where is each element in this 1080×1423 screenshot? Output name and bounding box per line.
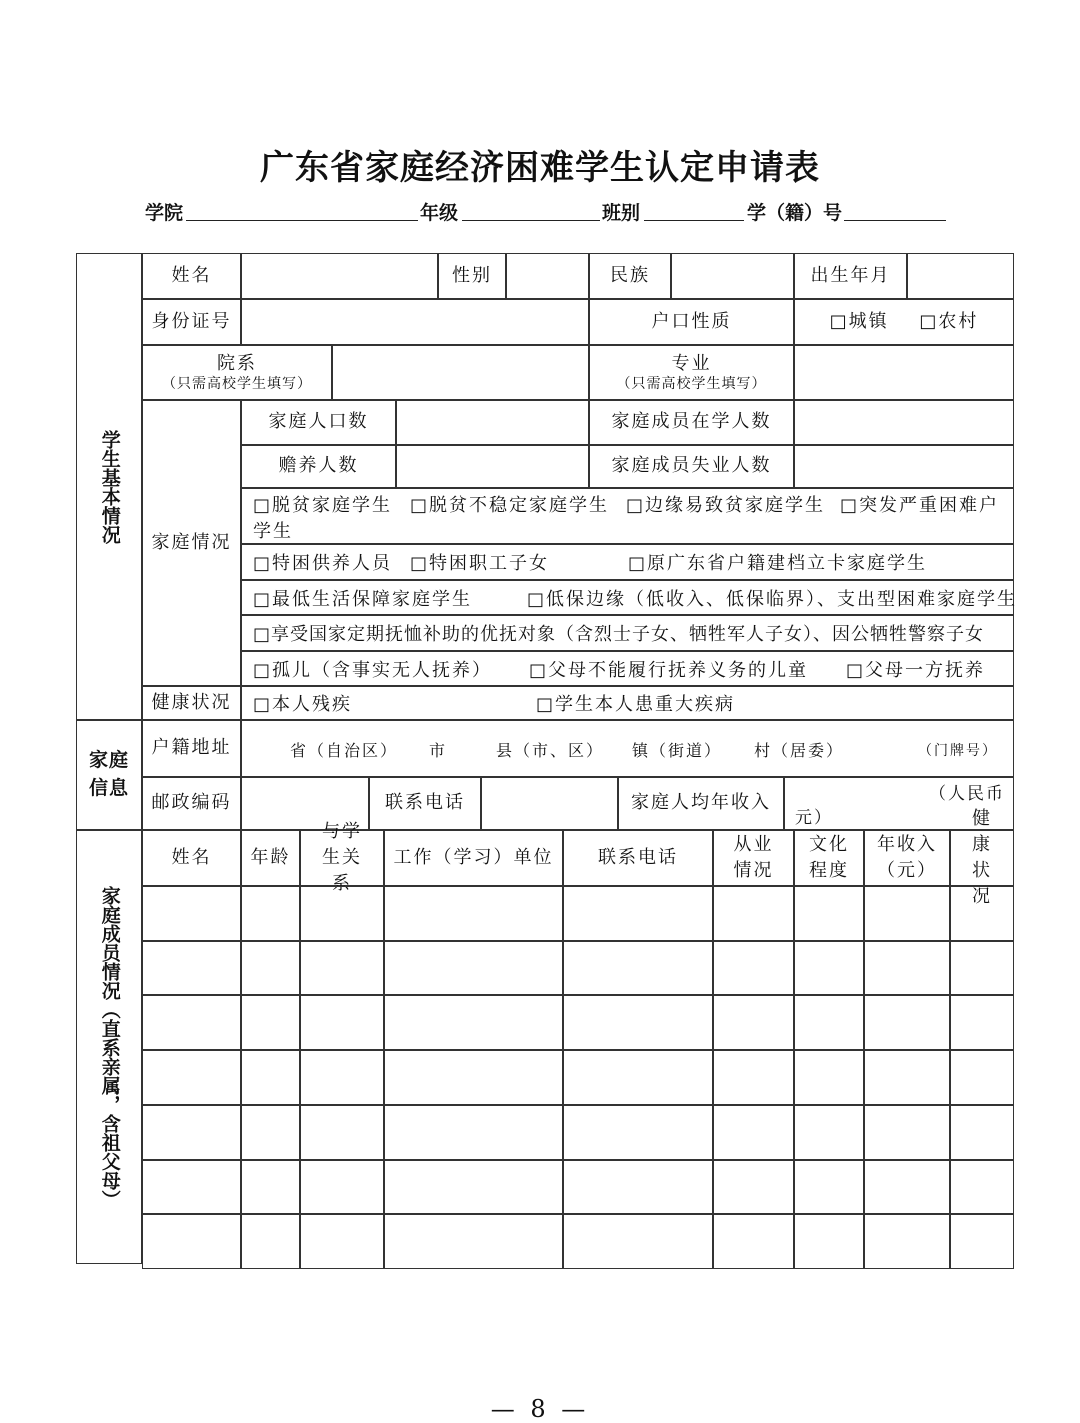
option-min-living[interactable]: □最低生活保障家庭学生 [253,589,473,610]
member-cell[interactable] [794,1160,864,1214]
member-cell[interactable] [142,1160,241,1214]
option-marginal[interactable]: □边缘易致贫家庭学生 [626,495,826,516]
option-sudden-hardship[interactable]: □突发严重困难户 [840,495,1000,516]
option-pension-beneficiary[interactable]: □享受国家定期抚恤补助的优抚对象（含烈士子女、牺牲军人子女）、因公牺牲警察子女 [253,624,985,645]
grade-label: 年级 [420,202,459,224]
member-cell[interactable] [241,995,300,1050]
member-cell[interactable] [300,1160,384,1214]
members-col-name: 姓名 [142,830,241,886]
members-col-education: 文化程度 [794,830,864,886]
member-cell[interactable] [384,1105,563,1160]
address-town: 镇（街道） [632,741,723,760]
member-cell[interactable] [241,1105,300,1160]
member-cell[interactable] [950,1105,1014,1160]
page-number: — 8 — [490,1395,590,1423]
member-cell[interactable] [864,1050,950,1105]
member-cell[interactable] [794,1214,864,1269]
household-size-input[interactable] [396,400,589,445]
hukou-type-options [794,299,1014,345]
member-cell[interactable] [713,995,794,1050]
address-house-no: （门牌号） [918,743,998,759]
grade-input[interactable] [462,220,600,221]
family-option-row-2 [241,544,1014,580]
option-low-income-edge[interactable]: □低保边缘（低收入、低保临界）、支出型困难家庭学生 [527,589,1018,610]
members-unemployed-label: 家庭成员失业人数 [589,445,794,488]
ethnicity-label: 民族 [589,253,671,299]
member-cell[interactable] [864,1105,950,1160]
member-cell[interactable] [950,1214,1014,1269]
member-cell[interactable] [950,995,1014,1050]
member-cell[interactable] [142,1105,241,1160]
health-disabled-checkbox[interactable]: □本人残疾 [253,694,353,715]
option-filed-card[interactable]: □原广东省户籍建档立卡家庭学生 [628,553,928,574]
member-cell[interactable] [241,1214,300,1269]
income-label: 家庭人均年收入 [618,777,784,830]
faculty-note: （只需高校学生填写） [162,376,312,393]
member-cell[interactable] [384,1214,563,1269]
members-col-health: 健康状况 [950,830,1014,886]
student-no-input[interactable] [844,220,946,221]
member-cell[interactable] [563,1050,713,1105]
member-cell[interactable] [713,1214,794,1269]
option-single-parent[interactable]: □父母一方抚养 [846,660,986,681]
members-col-employer: 工作（学习）单位 [384,830,563,886]
member-cell[interactable] [794,1105,864,1160]
member-cell[interactable] [563,1214,713,1269]
gender-label: 性别 [438,253,506,299]
faculty-label [142,345,332,400]
major-label [589,345,794,400]
college-input[interactable] [186,220,418,221]
member-cell[interactable] [713,1160,794,1214]
id-no-label: 身份证号 [142,299,241,345]
member-cell[interactable] [864,1160,950,1214]
members-col-phone: 联系电话 [563,830,713,886]
ethnicity-input[interactable] [671,253,794,299]
class-input[interactable] [644,220,744,221]
option-sudden-hardship-cont: 学生 [253,521,293,542]
member-cell[interactable] [300,886,384,941]
class-label: 班别 [602,202,641,224]
name-input[interactable] [241,253,438,299]
member-cell[interactable] [713,1050,794,1105]
phone-input[interactable] [481,777,618,830]
name-label: 姓名 [142,253,241,299]
member-cell[interactable] [300,1214,384,1269]
urban-checkbox[interactable]: □城镇 [829,310,889,332]
health-label: 健康状况 [142,686,241,720]
option-poverty-relieved[interactable]: □脱贫家庭学生 [253,495,393,516]
member-cell[interactable] [950,1160,1014,1214]
member-cell[interactable] [384,995,563,1050]
option-unstable[interactable]: □脱贫不稳定家庭学生 [410,495,610,516]
member-cell[interactable] [864,1214,950,1269]
address-county: 县（市、区） [496,741,605,760]
member-cell[interactable] [794,886,864,941]
members-unemployed-input[interactable] [794,445,1014,488]
major-note: （只需高校学生填写） [616,376,767,393]
gender-input[interactable] [506,253,589,299]
option-parents-unable[interactable]: □父母不能履行抚养义务的儿童 [529,660,809,681]
member-cell[interactable] [794,1050,864,1105]
member-cell[interactable] [794,995,864,1050]
member-cell[interactable] [142,1214,241,1269]
member-cell[interactable] [241,941,300,995]
postal-label: 邮政编码 [142,777,241,830]
health-options [241,686,1014,720]
address-input[interactable] [241,720,1014,777]
hukou-type-label: 户口性质 [589,299,794,345]
faculty-label-text: 院系 [217,352,257,374]
member-cell[interactable] [300,1050,384,1105]
members-in-school-label: 家庭成员在学人数 [589,400,794,445]
section-family-info-label [76,720,142,830]
member-cell[interactable] [142,886,241,941]
address-village: 村（居委） [754,741,845,760]
member-cell[interactable] [950,1050,1014,1105]
major-input[interactable] [794,345,1014,400]
rural-checkbox[interactable]: □农村 [919,310,979,332]
member-cell[interactable] [713,1105,794,1160]
birth-input[interactable] [907,253,1014,299]
member-cell[interactable] [563,1105,713,1160]
member-cell[interactable] [384,941,563,995]
member-cell[interactable] [713,941,794,995]
member-cell[interactable] [713,886,794,941]
members-col-age: 年龄 [241,830,300,886]
family-option-row-4 [241,615,1014,651]
form-title: 广东省家庭经济困难学生认定申请表 [260,148,820,188]
dependents-input[interactable] [396,445,589,488]
address-province: 省（自治区） [290,741,399,760]
member-cell[interactable] [563,995,713,1050]
address-city: 市 [429,741,448,760]
member-cell[interactable] [384,1160,563,1214]
members-col-employment: 从业情况 [713,830,794,886]
major-label-text: 专业 [671,352,712,374]
college-label: 学院 [145,202,184,224]
family-option-row-5 [241,651,1014,686]
section-members-label: 家庭成员情况（直系亲属，含祖父母） [76,830,142,1264]
family-situation-label: 家庭情况 [142,400,241,686]
member-cell[interactable] [300,941,384,995]
member-cell[interactable] [864,995,950,1050]
address-label: 户籍地址 [142,720,241,777]
member-cell[interactable] [950,886,1014,941]
section-family-info-text: 家庭信息 [88,749,129,799]
faculty-input[interactable] [332,345,589,400]
member-cell[interactable] [950,941,1014,995]
header-fields [0,196,1080,226]
member-cell[interactable] [384,1050,563,1105]
member-cell[interactable] [563,941,713,995]
option-worker-children[interactable]: □特困职工子女 [410,553,550,574]
option-orphan[interactable]: □孤儿（含事实无人抚养） [253,660,493,681]
member-cell[interactable] [142,995,241,1050]
health-serious-illness-checkbox[interactable]: □学生本人患重大疾病 [536,694,736,715]
member-cell[interactable] [142,941,241,995]
member-cell[interactable] [300,995,384,1050]
dependents-label: 赡养人数 [241,445,396,488]
family-option-row-1 [241,488,1014,544]
members-in-school-input[interactable] [794,400,1014,445]
section-basic-label: 学生基本情况 [76,253,142,720]
student-no-label: 学（籍）号 [747,202,843,224]
member-cell[interactable] [794,941,864,995]
member-cell[interactable] [864,886,950,941]
member-cell[interactable] [241,1050,300,1105]
phone-label: 联系电话 [369,777,481,830]
members-col-relation: 与学生关系 [300,830,384,886]
income-unit-2: 元） [795,808,833,828]
member-cell[interactable] [241,1160,300,1214]
member-cell[interactable] [864,941,950,995]
member-cell[interactable] [241,886,300,941]
birth-label: 出生年月 [794,253,907,299]
member-cell[interactable] [300,1105,384,1160]
income-unit-1: （人民币 [929,784,1005,804]
id-no-input[interactable] [241,299,589,345]
member-cell[interactable] [563,886,713,941]
member-cell[interactable] [142,1050,241,1105]
member-cell[interactable] [563,1160,713,1214]
member-cell[interactable] [384,886,563,941]
family-option-row-3 [241,580,1018,615]
household-size-label: 家庭人口数 [241,400,396,445]
option-special-support[interactable]: □特困供养人员 [253,553,393,574]
members-col-income: 年收入（元） [864,830,950,886]
